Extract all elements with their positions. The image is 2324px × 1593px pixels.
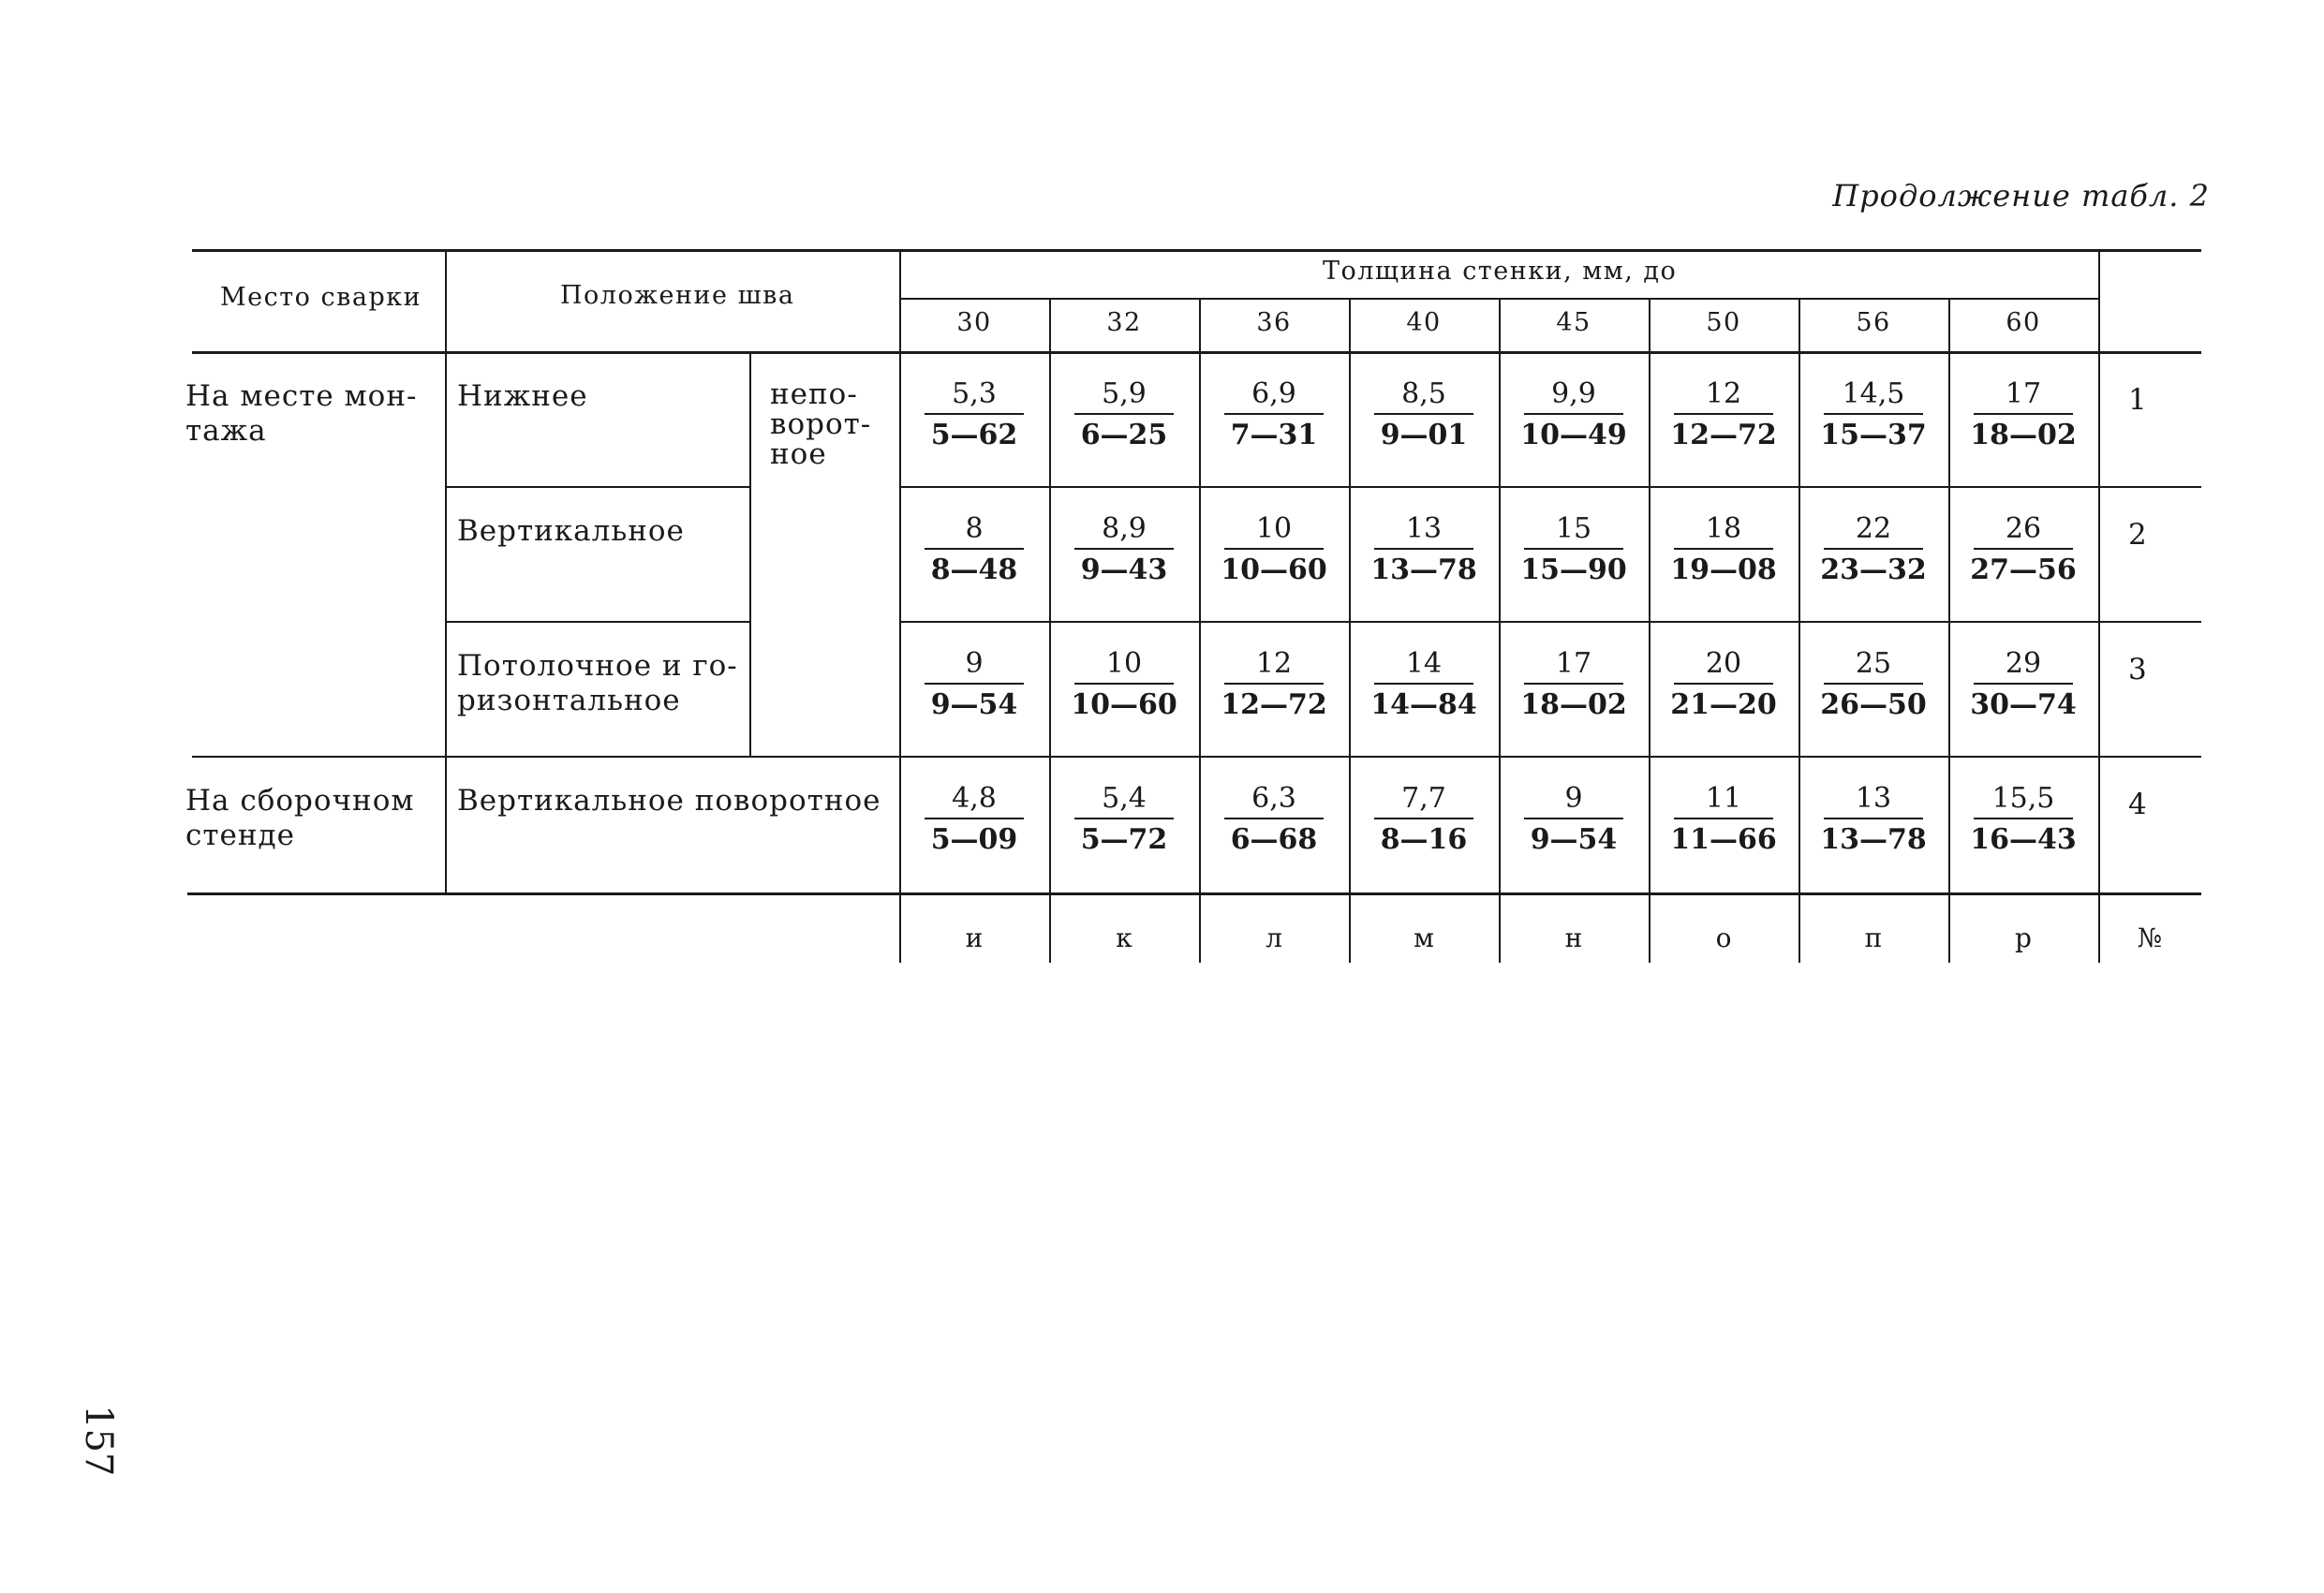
fraction-cell	[1658, 377, 1789, 452]
fraction-bar	[1224, 683, 1324, 685]
fraction-numerator: 15,5	[1991, 782, 2055, 815]
table-caption: Продолжение табл. 2	[1832, 178, 2210, 214]
fraction-cell	[1358, 647, 1489, 722]
fraction-numerator: 8	[965, 512, 984, 545]
fraction-cell	[1508, 647, 1639, 722]
fraction-bar	[1974, 413, 2073, 415]
fraction-denominator: 19—08	[1670, 553, 1777, 586]
header-position: Положение шва	[560, 281, 795, 310]
header-col: 36	[1256, 308, 1292, 337]
header-col: 45	[1556, 308, 1591, 337]
fraction-cell	[1658, 512, 1789, 587]
fraction-denominator: 10—49	[1520, 419, 1627, 451]
fraction-cell	[1808, 782, 1939, 857]
fraction-numerator: 20	[1705, 647, 1742, 680]
fraction-cell	[1208, 782, 1340, 857]
fraction-bar	[1224, 818, 1324, 819]
rule-bottom	[187, 892, 2201, 895]
rule-row-1	[445, 486, 749, 488]
fraction-denominator: 5—72	[1080, 823, 1168, 856]
fraction-denominator: 12—72	[1221, 688, 1327, 721]
rule-row-2-data	[899, 621, 2201, 623]
fraction-numerator: 22	[1855, 512, 1892, 545]
fraction-bar	[1074, 413, 1174, 415]
fraction-denominator: 12—72	[1670, 419, 1777, 451]
fraction-bar	[1074, 548, 1174, 550]
fraction-numerator: 11	[1705, 782, 1742, 815]
header-col: 60	[2006, 308, 2041, 337]
column-letter: к	[1116, 922, 1132, 953]
row-position-sub: непо-	[770, 377, 858, 411]
fraction-bar	[1224, 413, 1324, 415]
fraction-cell	[1208, 512, 1340, 587]
fraction-numerator: 5,4	[1102, 782, 1147, 815]
rule-row-1-data	[899, 486, 2201, 488]
fraction-bar	[925, 548, 1024, 550]
fraction-cell	[1508, 512, 1639, 587]
fraction-bar	[1674, 548, 1773, 550]
fraction-denominator: 9—54	[1530, 823, 1618, 856]
header-col: 30	[956, 308, 992, 337]
column-letter: л	[1266, 922, 1282, 953]
column-letter: п	[1864, 922, 1883, 953]
fraction-denominator: 5—62	[930, 419, 1018, 451]
fraction-denominator: 9—01	[1380, 419, 1468, 451]
header-col: 50	[1706, 308, 1741, 337]
header-thickness: Толщина стенки, мм, до	[1323, 257, 1678, 286]
fraction-denominator: 30—74	[1970, 688, 2077, 721]
fraction-denominator: 21—20	[1670, 688, 1777, 721]
header-col: 40	[1406, 308, 1442, 337]
fraction-numerator: 26	[2005, 512, 2042, 545]
fraction-numerator: 10	[1105, 647, 1143, 680]
fraction-numerator: 5,9	[1102, 377, 1147, 410]
fraction-denominator: 8—48	[930, 553, 1018, 586]
fraction-cell	[909, 782, 1040, 857]
rule-top	[192, 249, 2201, 252]
rule-header-bottom	[192, 351, 2201, 354]
column-no: №	[2137, 922, 2163, 953]
fraction-numerator: 12	[1705, 377, 1742, 410]
fraction-numerator: 18	[1705, 512, 1742, 545]
column-letter: н	[1564, 922, 1583, 953]
fraction-denominator: 23—32	[1820, 553, 1927, 586]
fraction-cell	[1958, 647, 2089, 722]
fraction-cell	[1658, 782, 1789, 857]
fraction-denominator: 7—31	[1230, 419, 1318, 451]
fraction-denominator: 8—16	[1380, 823, 1468, 856]
fraction-numerator: 6,3	[1251, 782, 1296, 815]
row-place: На сборочном	[185, 784, 415, 818]
rule-col-7	[1948, 298, 1950, 963]
row-position: Потолочное и го-	[457, 649, 738, 683]
fraction-cell	[1208, 647, 1340, 722]
fraction-numerator: 4,8	[952, 782, 997, 815]
fraction-numerator: 10	[1255, 512, 1293, 545]
fraction-bar	[1374, 683, 1473, 685]
row-place: стенде	[185, 819, 295, 852]
row-number: 2	[2128, 518, 2148, 552]
fraction-denominator: 13—78	[1370, 553, 1477, 586]
fraction-numerator: 7,7	[1401, 782, 1446, 815]
fraction-numerator: 8,5	[1401, 377, 1446, 410]
fraction-denominator: 18—02	[1970, 419, 2077, 451]
fraction-numerator: 9	[965, 647, 984, 680]
fraction-cell	[1508, 782, 1639, 857]
rule-position	[899, 249, 901, 963]
fraction-denominator: 27—56	[1970, 553, 2077, 586]
row-number: 3	[2128, 653, 2148, 686]
rule-col-1	[1049, 298, 1051, 963]
fraction-bar	[1524, 548, 1623, 550]
rule-place	[445, 249, 447, 892]
fraction-bar	[1824, 683, 1923, 685]
fraction-denominator: 10—60	[1071, 688, 1177, 721]
fraction-numerator: 8,9	[1102, 512, 1147, 545]
rule-col-5	[1649, 298, 1650, 963]
fraction-denominator: 15—37	[1820, 419, 1927, 451]
fraction-cell	[1958, 782, 2089, 857]
fraction-denominator: 11—66	[1670, 823, 1777, 856]
fraction-denominator: 9—54	[930, 688, 1018, 721]
fraction-numerator: 17	[1555, 647, 1592, 680]
fraction-cell	[1808, 377, 1939, 452]
fraction-denominator: 26—50	[1820, 688, 1927, 721]
rule-col-6	[1799, 298, 1800, 963]
rule-col-4	[1499, 298, 1501, 963]
fraction-denominator: 10—60	[1221, 553, 1327, 586]
fraction-cell	[1058, 512, 1190, 587]
rule-row-2	[445, 621, 749, 623]
fraction-cell	[1958, 512, 2089, 587]
fraction-numerator: 14	[1405, 647, 1443, 680]
fraction-bar	[1674, 683, 1773, 685]
fraction-numerator: 9	[1564, 782, 1583, 815]
fraction-bar	[1674, 413, 1773, 415]
fraction-bar	[1974, 818, 2073, 819]
fraction-numerator: 12	[1255, 647, 1293, 680]
row-position-sub: ворот-	[770, 407, 872, 441]
rule-col-end	[2098, 249, 2100, 963]
header-col: 56	[1856, 308, 1891, 337]
fraction-bar	[1974, 683, 2073, 685]
fraction-denominator: 6—68	[1230, 823, 1318, 856]
fraction-cell	[1808, 512, 1939, 587]
fraction-cell	[1658, 647, 1789, 722]
rule-sub	[749, 351, 751, 756]
column-letter: м	[1414, 922, 1434, 953]
fraction-bar	[1074, 818, 1174, 819]
fraction-numerator: 13	[1855, 782, 1892, 815]
page-number: 157	[77, 1405, 120, 1477]
fraction-cell	[1958, 377, 2089, 452]
fraction-bar	[1674, 818, 1773, 819]
fraction-numerator: 14,5	[1842, 377, 1905, 410]
rule-col-2	[1199, 298, 1201, 963]
fraction-bar	[1224, 548, 1324, 550]
row-number: 1	[2128, 383, 2148, 417]
fraction-bar	[1374, 818, 1473, 819]
fraction-bar	[1824, 818, 1923, 819]
fraction-numerator: 25	[1855, 647, 1892, 680]
row-place: тажа	[185, 414, 267, 448]
row-number: 4	[2128, 788, 2148, 821]
fraction-cell	[909, 512, 1040, 587]
fraction-bar	[1824, 548, 1923, 550]
fraction-cell	[909, 647, 1040, 722]
rule-row-3	[192, 756, 2201, 758]
column-letter: о	[1715, 922, 1732, 953]
row-position: Нижнее	[457, 379, 588, 413]
row-place: На месте мон-	[185, 379, 418, 413]
fraction-bar	[1524, 413, 1623, 415]
fraction-denominator: 14—84	[1370, 688, 1477, 721]
fraction-denominator: 13—78	[1820, 823, 1927, 856]
fraction-denominator: 18—02	[1520, 688, 1627, 721]
fraction-bar	[1824, 413, 1923, 415]
fraction-numerator: 29	[2005, 647, 2042, 680]
header-place: Место сварки	[220, 283, 422, 312]
column-letter: р	[2015, 922, 2032, 953]
fraction-numerator: 9,9	[1551, 377, 1596, 410]
fraction-bar	[1974, 548, 2073, 550]
row-position: Вертикальное	[457, 514, 685, 548]
fraction-cell	[1358, 782, 1489, 857]
fraction-bar	[1374, 413, 1473, 415]
fraction-cell	[1058, 782, 1190, 857]
fraction-denominator: 6—25	[1080, 419, 1168, 451]
rule-col-3	[1349, 298, 1351, 963]
fraction-cell	[1508, 377, 1639, 452]
fraction-bar	[1524, 818, 1623, 819]
row-position: ризонтальное	[457, 684, 681, 717]
fraction-cell	[1208, 377, 1340, 452]
fraction-numerator: 15	[1555, 512, 1592, 545]
fraction-cell	[1808, 647, 1939, 722]
fraction-numerator: 13	[1405, 512, 1443, 545]
fraction-numerator: 6,9	[1251, 377, 1296, 410]
fraction-bar	[925, 413, 1024, 415]
column-letter: и	[965, 922, 984, 953]
fraction-bar	[1074, 683, 1174, 685]
row-position-sub: ное	[770, 437, 827, 471]
fraction-numerator: 17	[2005, 377, 2042, 410]
fraction-denominator: 15—90	[1520, 553, 1627, 586]
fraction-cell	[909, 377, 1040, 452]
fraction-bar	[925, 683, 1024, 685]
fraction-bar	[1524, 683, 1623, 685]
fraction-numerator: 5,3	[952, 377, 997, 410]
fraction-cell	[1358, 377, 1489, 452]
fraction-bar	[925, 818, 1024, 819]
fraction-denominator: 16—43	[1970, 823, 2077, 856]
fraction-cell	[1058, 647, 1190, 722]
fraction-bar	[1374, 548, 1473, 550]
fraction-cell	[1058, 377, 1190, 452]
header-col: 32	[1106, 308, 1142, 337]
fraction-cell	[1358, 512, 1489, 587]
fraction-denominator: 9—43	[1080, 553, 1168, 586]
row-position: Вертикальное поворотное	[457, 784, 881, 818]
fraction-denominator: 5—09	[930, 823, 1018, 856]
